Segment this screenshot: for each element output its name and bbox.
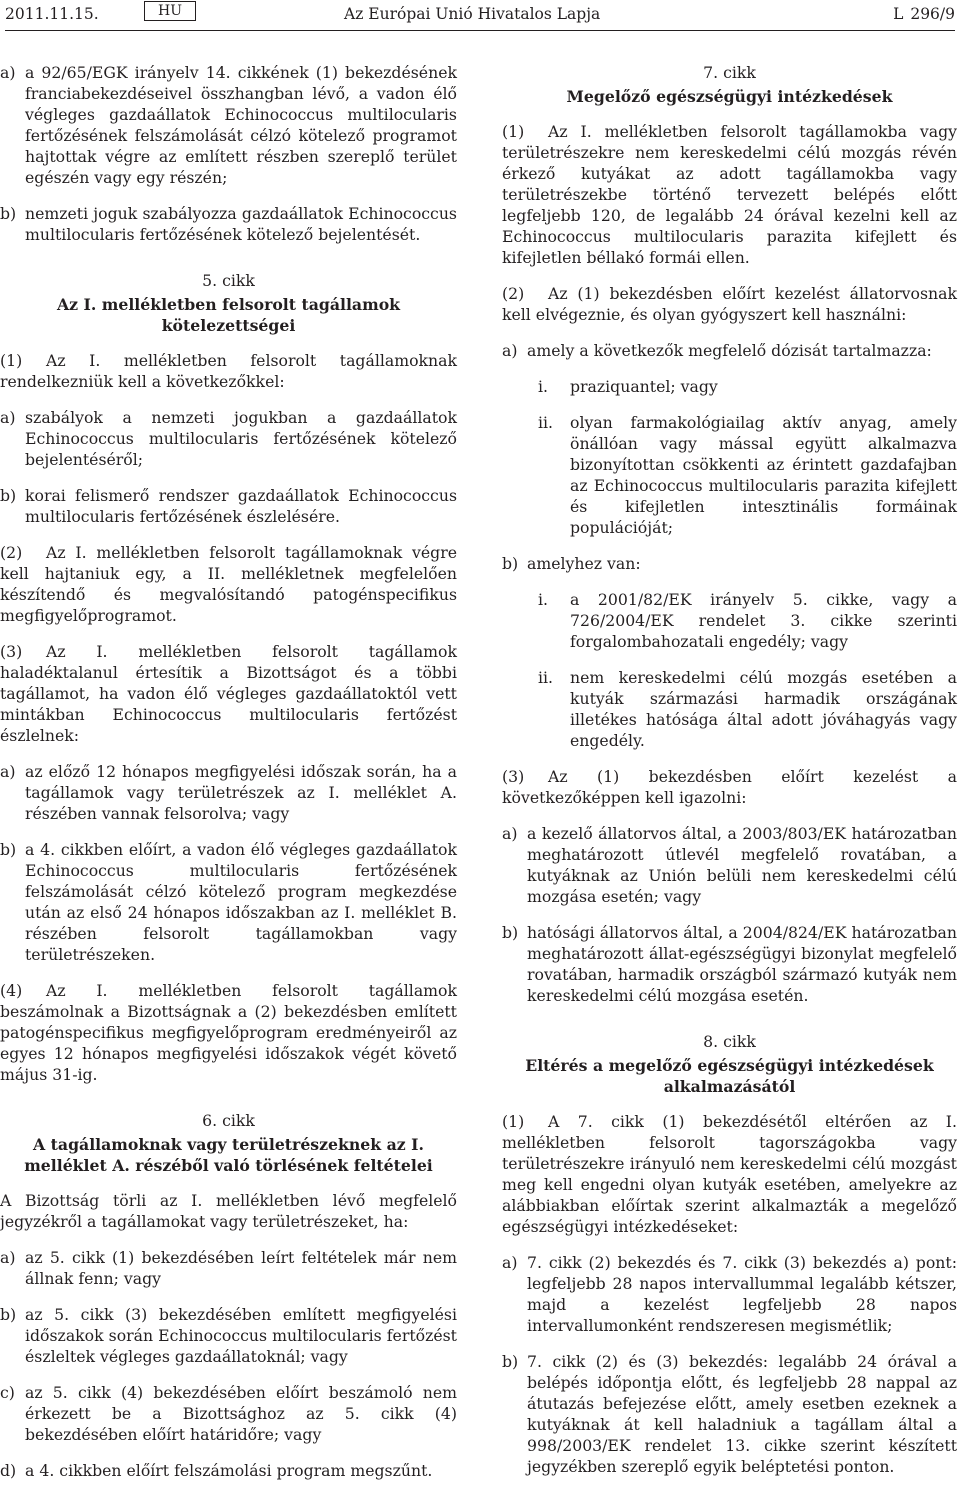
publication-date: 2011.11.15. (5, 5, 99, 23)
list-item: b) a 4. cikkben előírt, a vadon élő végleges gazdaállatok Echinococcus multilocularis fertőzésének felszámolását célzó kötelező program megkezdése után az első 24 hónapos időszakban az I. melléklet B. részében felsorolt tagállamokban vagy területrészeken. (0, 840, 457, 964)
article-title: Megelőző egészségügyi intézkedések (566, 87, 893, 106)
page-number: L 296/9 (893, 5, 955, 23)
article-number: 6. cikk (202, 1111, 255, 1130)
list-item: a) amely a következők megfelelő dózisát tartalmazza: (502, 341, 932, 360)
list-item: i. praziquantel; vagy (538, 377, 718, 396)
list-item: a) az előző 12 hónapos megfigyelési időszak során, ha a tagállamok vagy területrészek az I. melléklet A. részében vannak felsorolva; vagy (0, 762, 457, 823)
list-item: d) a 4. cikkben előírt felszámolási program megszűnt. (0, 1461, 433, 1480)
list-item: b) nemzeti joguk szabályozza gazdaállatok Echinococcus multilocularis fertőzésének kötelező bejelentését. (0, 204, 457, 244)
article-title: Az I. mellékletben felsorolt tagállamok kötelezettségei (56, 295, 401, 335)
paragraph: (4) Az I. mellékletben felsorolt tagállamok beszámolnak a Bizottságnak a (2) bekezdésben említett patogénspecifikus megfigyelőprogram eredményeiről az egyes 12 hónapos megfigyelési időszakok végét követő május 31-ig. (0, 981, 457, 1084)
list-item: i. a 2001/82/EK irányelv 5. cikke, vagy a 726/2004/EK rendelet 3. cikke szerinti forgalombahozatali engedély; vagy (538, 590, 957, 651)
paragraph: (2) Az (1) bekezdésben előírt kezelést állatorvosnak kell elvégeznie, és olyan gyógyszert kell használni: (502, 284, 957, 324)
list-item: a) szabályok a nemzeti jogukban a gazdaállatok Echinococcus multilocularis fertőzésének kötelező bejelentéséről; (0, 408, 457, 469)
paragraph: (2) Az I. mellékletben felsorolt tagállamoknak végre kell hajtaniuk egy, a II. mellékletnek megfelelően készítendő és megvalósítandó patogénspecifikus megfigyelőprogramot. (0, 543, 457, 625)
paragraph: (3) Az (1) bekezdésben előírt kezelést a következőképpen kell igazolni: (502, 767, 957, 807)
paragraph: (3) Az I. mellékletben felsorolt tagállamok haladéktalanul értesítik a Bizottságot és a többi tagállamot, ha vadon élő végleges gazdaállatoktól vett mintákban Echinococcus multilocularis fertőzést észlelnek: (0, 642, 457, 745)
journal-title: Az Európai Unió Hivatalos Lapja (344, 5, 601, 23)
list-item: a) a kezelő állatorvos által, a 2003/803/EK határozatban meghatározott útlevél megfelelő rovatában, a kutyáknak az Unión belüli nem kereskedelmi célú mozgása esetén; vagy (502, 824, 957, 906)
list-item: ii. nem kereskedelmi célú mozgás esetében a kutyák származási harmadik országának illetékes hatósága által adott jóváhagyás vagy engedély. (538, 668, 957, 750)
article-title: A tagállamoknak vagy területrészeknek az I. melléklet A. részéből való törlésének feltételei (24, 1135, 433, 1175)
list-item: b) 7. cikk (2) és (3) bekezdés: legalább 24 órával a belépés időpontja előtt, és legfeljebb 28 nappal az átutazás befejezése előtt, amely esetben ezeknek a kutyáknak át kell haladniuk a tagállam által a 998/2003/EK rendelet 13. cikke szerint készített jegyzékben szereplő egyik beléptetési ponton. (502, 1352, 957, 1476)
article-number: 8. cikk (703, 1032, 756, 1051)
language-badge: HU (144, 1, 196, 21)
paragraph: (1) Az I. mellékletben felsorolt tagállamokba vagy területrészekre nem kereskedelmi célú mozgás révén érkező kutyákat az adott tagállamokba vagy területrészekbe történő tervezett belépés előtt legfeljebb 120, de legalább 24 órával kezelni kell az Echinococcus multilocularis parazita kifejlett és kifejletlen béllakó formái ellen. (502, 122, 957, 267)
paragraph: (1) Az I. mellékletben felsorolt tagállamoknak rendelkezniük kell a következőkkel: (0, 351, 457, 391)
list-item: a) a 92/65/EGK irányelv 14. cikkének (1) bekezdésének franciabekezdéseivel összhangban lévő, a vadon élő végleges gazdaállatok Echinococcus multilocularis fertőzésének felszámolását célzó kötelező programot hajtottak végre az említett részben szereplő terület egészén vagy egy részén; (0, 63, 457, 187)
list-item: b) az 5. cikk (3) bekezdésében említett megfigyelési időszakok során Echinococcus multilocularis fertőzést észleltek végleges gazdaállatoknál; vagy (0, 1305, 457, 1366)
header-rule (5, 30, 955, 31)
paragraph: (1) A 7. cikk (1) bekezdésétől eltérően az I. mellékletben felsorolt tagországokba vagy területrészekre irányuló nem kereskedelmi célú mozgást meg kell engedni olyan kutyák esetében, amelyekre az alábbiakban előírtak szerint alkalmazták a megelőző egészségügyi intézkedéseket: (502, 1112, 957, 1236)
article-number: 7. cikk (703, 63, 756, 82)
list-item: b) amelyhez van: (502, 554, 641, 573)
article-number: 5. cikk (202, 271, 255, 290)
list-item: c) az 5. cikk (4) bekezdésében előírt beszámoló nem érkezett be a Bizottsághoz az 5. cikk (4) bekezdésében előírt határidőre; vagy (0, 1383, 457, 1444)
left-column (0, 62, 457, 1496)
article-title: Eltérés a megelőző egészségügyi intézkedések alkalmazásától (525, 1056, 934, 1096)
paragraph: A Bizottság törli az I. mellékletben lévő megfelelő jegyzékről a tagállamokat vagy területrészeket, ha: (0, 1191, 457, 1231)
list-item: a) 7. cikk (2) bekezdés és 7. cikk (3) bekezdés a) pont: legfeljebb 28 napos intervallummal legalább kétszer, majd a kezelést legfeljebb 28 napos intervallumonként rendszeresen megismétlik; (502, 1253, 957, 1335)
page-header (0, 0, 960, 30)
list-item: b) korai felismerő rendszer gazdaállatok Echinococcus multilocularis fertőzésének észlelésére. (0, 486, 457, 526)
list-item: ii. olyan farmakológiailag aktív anyag, amely önállóan vagy mással együtt alkalmazva bizonyítottan csökkenti az érintett gazdafajban az Echinococcus multilocularis parazita kifejlett és kifejletlen intesztinális formáinak populációját; (538, 413, 957, 537)
list-item: b) hatósági állatorvos által, a 2004/824/EK határozatban meghatározott állat-egészségügyi bizonylat megfelelő rovatában, harmadik országból származó kutyák nem kereskedelmi célú mozgása esetén. (502, 923, 957, 1005)
list-item: a) az 5. cikk (1) bekezdésében leírt feltételek már nem állnak fenn; vagy (0, 1248, 457, 1288)
right-column (502, 62, 957, 1492)
